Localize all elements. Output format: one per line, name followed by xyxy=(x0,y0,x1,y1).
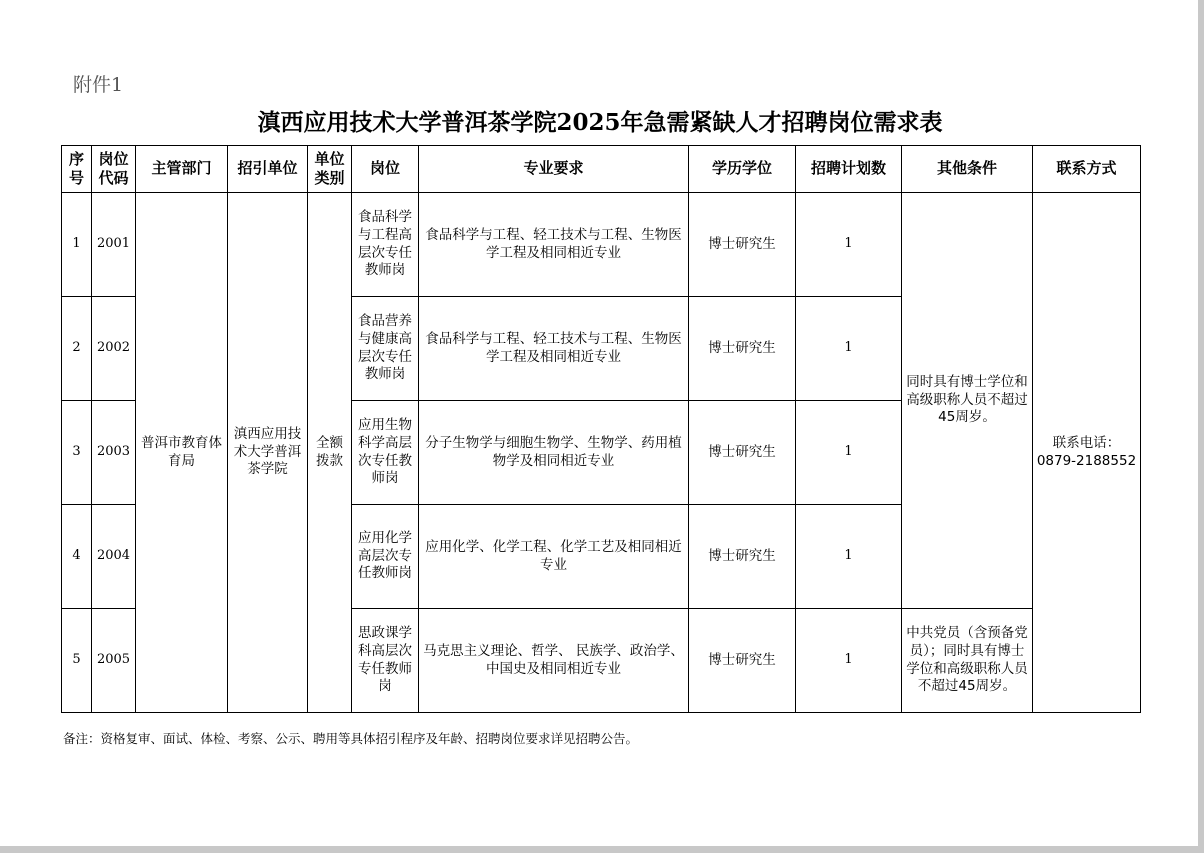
page-title: 滇西应用技术大学普洱茶学院2025年急需紧缺人才招聘岗位需求表 xyxy=(257,109,943,136)
seq-cell: 2 xyxy=(62,297,92,401)
header-unit: 招引单位 xyxy=(228,146,308,193)
header-degree: 学历学位 xyxy=(689,146,796,193)
plan-cell: 1 xyxy=(796,505,902,609)
post-cell: 应用化学高层次专任教师岗 xyxy=(352,505,419,609)
header-row xyxy=(62,146,1141,193)
header-plan: 招聘计划数 xyxy=(796,146,902,193)
post-cell: 食品科学与工程高层次专任教师岗 xyxy=(352,193,419,297)
degree-cell: 博士研究生 xyxy=(689,193,796,297)
degree-cell: 博士研究生 xyxy=(689,609,796,713)
header-unit-type: 单位类别 xyxy=(308,146,352,193)
seq-cell: 5 xyxy=(62,609,92,713)
recruitment-table xyxy=(61,145,1141,713)
code-cell: 2005 xyxy=(92,609,136,713)
header-dept: 主管部门 xyxy=(136,146,228,193)
major-cell: 食品科学与工程、轻工技术与工程、生物医学工程及相同相近专业 xyxy=(419,297,689,401)
header-seq: 序号 xyxy=(62,146,92,193)
unit-cell: 滇西应用技术大学普洱茶学院 xyxy=(228,193,308,713)
plan-cell: 1 xyxy=(796,401,902,505)
seq-cell: 1 xyxy=(62,193,92,297)
major-cell: 马克思主义理论、哲学、 民族学、政治学、 中国史及相同相近专业 xyxy=(419,609,689,713)
unit-type-cell: 全额拨款 xyxy=(308,193,352,713)
major-cell: 食品科学与工程、轻工技术与工程、生物医学工程及相同相近专业 xyxy=(419,193,689,297)
post-cell: 食品营养与健康高层次专任教师岗 xyxy=(352,297,419,401)
other-cell: 中共党员（含预备党员）；同时具有博士学位和高级职称人员不超过45周岁。 xyxy=(902,609,1033,713)
code-cell: 2004 xyxy=(92,505,136,609)
header-other: 其他条件 xyxy=(902,146,1033,193)
degree-cell: 博士研究生 xyxy=(689,297,796,401)
code-cell: 2001 xyxy=(92,193,136,297)
contact-cell: 联系电话：0879-2188552 xyxy=(1033,193,1141,713)
major-cell: 应用化学、化学工程、化学工艺及相同相近专业 xyxy=(419,505,689,609)
footnote: 备注：资格复审、面试、体检、考察、公示、聘用等具体招引程序及年龄、招聘岗位要求详见招聘公告。 xyxy=(63,731,639,746)
header-post: 岗位 xyxy=(352,146,419,193)
seq-cell: 4 xyxy=(62,505,92,609)
plan-cell: 1 xyxy=(796,297,902,401)
plan-cell: 1 xyxy=(796,609,902,713)
major-cell: 分子生物学与细胞生物学、生物学、药用植物学及相同相近专业 xyxy=(419,401,689,505)
header-major: 专业要求 xyxy=(419,146,689,193)
header-code: 岗位代码 xyxy=(92,146,136,193)
table-row xyxy=(62,193,1141,297)
page-shadow-right xyxy=(1198,0,1204,853)
page-shadow-bottom xyxy=(0,846,1204,853)
dept-cell: 普洱市教育体育局 xyxy=(136,193,228,713)
code-cell: 2003 xyxy=(92,401,136,505)
plan-cell: 1 xyxy=(796,193,902,297)
degree-cell: 博士研究生 xyxy=(689,505,796,609)
attachment-label: 附件1 xyxy=(73,74,124,96)
header-contact: 联系方式 xyxy=(1033,146,1141,193)
degree-cell: 博士研究生 xyxy=(689,401,796,505)
post-cell: 思政课学科高层次专任教师岗 xyxy=(352,609,419,713)
seq-cell: 3 xyxy=(62,401,92,505)
code-cell: 2002 xyxy=(92,297,136,401)
other-cell: 同时具有博士学位和高级职称人员不超过45周岁。 xyxy=(902,193,1033,609)
post-cell: 应用生物科学高层次专任教师岗 xyxy=(352,401,419,505)
